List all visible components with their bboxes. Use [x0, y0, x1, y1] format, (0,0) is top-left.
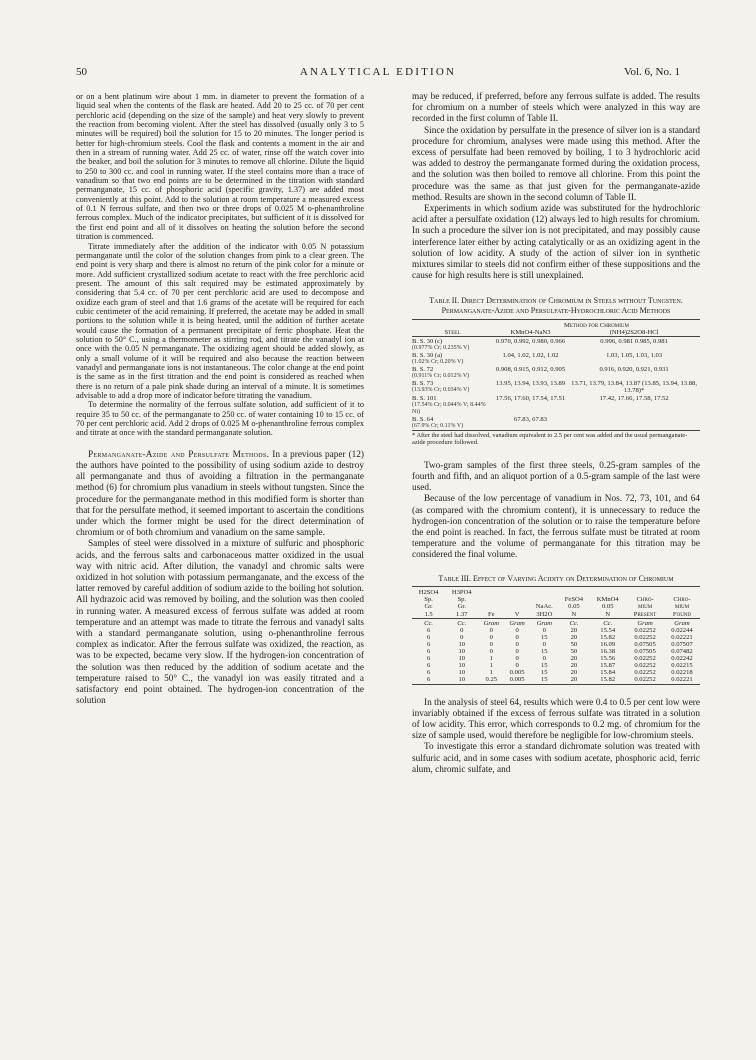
table-row: [412, 676, 700, 684]
table-header-cell: [530, 589, 559, 596]
table-header-cell: Found: [672, 610, 692, 618]
table-column-header: KMnO4-NaN3: [510, 328, 551, 336]
table-header-cell: Fe: [487, 610, 495, 618]
table-cell: 20: [570, 676, 578, 684]
body-text: [412, 92, 700, 282]
body-text: [76, 450, 364, 708]
table-header-cell: [559, 589, 590, 596]
paragraph: may be reduced, if preferred, before any ferrous sulfate is added. The results for chromium on a number of steels which were analyzed in this way are recorded in the first column of Table II.: [412, 92, 700, 125]
unit-cell: Gram: [674, 619, 690, 627]
table-cell: 0.005: [509, 669, 525, 677]
table-cell: 20: [570, 662, 578, 670]
paragraph: In the analysis of steel 64, results which were 0.4 to 0.5 per cent low were invariably obtained if the excess of ferrous sulfate was titrated in a solution of low acidity. This error, which corresponds to 0.2 mg. of chromium for the size of sample used, would therefore be negligible for low-chromium steels.: [412, 697, 700, 742]
page-header: [76, 66, 680, 82]
table-cell: 0.07507: [671, 640, 693, 648]
table-cell: 0: [489, 633, 493, 641]
table-cell: 0.25: [485, 676, 498, 684]
table-cell: 0.02252: [634, 669, 656, 677]
table-caption-text: Direct Determination of Chromium in Steels without Tungsten. Permanganate-Azide and Persulfate-Hydrochloric Acid Methods: [441, 296, 683, 316]
paragraph: Since the oxidation by persulfate in the presence of silver ion is a standard procedure for chromium, analyses were made using this method. After the excess of persulfate had been removed by boiling, 1 to 3 hydrochloric acid was added to destroy the permanganate formed during the oxidation process, and the solution was then boiled to remove all chlorine. From this point the procedure was the same as that just given for the permanganate-azide method. Results are shown in the second column of Table II.: [412, 125, 700, 203]
table-cell: 0.02215: [671, 662, 693, 670]
table-cell: 0: [515, 626, 519, 634]
table-row: B. S. 101 17.56, 17.60, 17.54, 17.51 17.42, 17.66, 17.58, 17.52: [412, 394, 669, 402]
table-header-cell: NaAc.: [535, 603, 553, 611]
page-number: 50: [76, 66, 87, 78]
table-cell: 0.02244: [671, 626, 693, 634]
table-cell: 0: [489, 648, 493, 656]
table-cell: 16.38: [600, 648, 616, 656]
unit-cell: Gram: [536, 619, 552, 627]
table-header-cell: 1.37: [456, 610, 468, 618]
table-header-cell: Sp.: [424, 596, 433, 604]
right-column: [412, 92, 700, 776]
table-cell: 20: [570, 655, 578, 663]
table-cell: 6: [426, 640, 431, 648]
table-header-cell: [504, 596, 530, 603]
table-3: [412, 574, 700, 686]
chromium-steels-table: Method for Chromium Steel KMnO4-NaN3 (NH4)2S2O8-HCl B. S. 30 (c) 0.970, 0.992, 0.980, 0.966 0.996, 0.981 0.985, 0.981 (0.977% Cr; 0.235% V) B. S. 30 (a) 1.04, 1.02, 1.02, 1.02 1.03, 1.05, 1.03, 1.03 (1.02% Cr; 0.20% V) B. S. 72 0.908, 0.915, 0.912, 0.905 0.916, 0.920, 0.921, 0.931 (0.911% Cr; 0.012% V) B. S. 73 13.95, 13.94, 13.93, 13.89 13.71, 13.79, 13.84, 13.87 (13.85, 13.94, 13.88, 13.78)* (13.93% Cr; 0.034% V) B. S. 101 17.56, 17.60, 17.54, 17.51 17.42, 17.66, 17.58, 17.52 (17.54% Cr; 0.044% V; 8.44% Ni) B. S. 64 67.83, 67.83 (67.9% Cr; 0.11% V) * After the steel had dissolved, vanadium equivalent to 2.5 per cent was added and the usual permanganate-azide procedure followed.: [412, 319, 700, 447]
table-header-cell: Sp.: [457, 596, 467, 604]
table-cell: 10: [458, 662, 466, 670]
table-cell: 15.84: [600, 669, 616, 677]
table-cell: 0.02252: [634, 676, 656, 684]
table-header-cell: mium: [637, 603, 653, 611]
unit-cell: Cc.: [424, 619, 434, 627]
table-cell: 6: [426, 655, 431, 663]
table-cell: 0.02252: [634, 633, 656, 641]
table-cell: 0: [460, 626, 464, 634]
table-header-cell: [478, 596, 504, 603]
table-cell: 10: [458, 676, 466, 684]
table-header-cell: V: [514, 610, 520, 618]
table-header-cell: Chro-: [636, 596, 654, 604]
paragraph: or on a bent platinum wire about 1 mm. in diameter to prevent the formation of a liquid seal when the contents of the flask are heated. Add 20 to 25 cc. of 70 per cent perchloric acid (depending on the size of the sample) and heat very slowly to prevent the reaction from becoming violent. After the steel has dissolved (usually only 3 to 5 minutes will be required) boil the solution for 15 to 20 minutes. The longer period is better for high-chromium steels. Cool the flask and contents a moment in the air and then in a stream of running water. Add 25 cc. of water, rinse off the watch cover into the beaker, and boil the solution for 3 minutes to remove all chlorine. Dilute the liquid to 250 to 300 cc. and cool in running water. If the steel contains more than a trace of vanadium so that two end points are to be determined in the titration with standard permanganate, 15 cc. of phosphoric acid (specific gravity, 1.37) are added most conveniently at this point. Add to the solution at room temperature a measured excess of 0.1 N ferrous sulfate, and then two or three drops of 0.025 M o-phenanthroline ferrous complex. Much of the indicator precipitates, but sufficient of it is dissolved for the first end point and all of it dissolves on heating the solution before the second titration is commenced.: [76, 92, 364, 242]
table-cell: 0: [515, 633, 519, 641]
table-header-cell: KMnO4: [596, 596, 619, 604]
table-row: B. S. 30 (a) 1.04, 1.02, 1.02, 1.02 1.03, 1.05, 1.03, 1.03: [412, 352, 663, 360]
table-cell: 0: [515, 648, 519, 656]
table-header-cell: [478, 589, 504, 596]
table-cell: 0: [489, 640, 493, 648]
table-header-cell: [626, 589, 664, 596]
table-2: [412, 296, 700, 446]
table-cell: 15.82: [600, 676, 616, 684]
table-footnote: * After the steel had dissolved, vanadium equivalent to 2.5 per cent was added and the usual permanganate-azide procedure followed.: [412, 432, 688, 447]
paragraph-text: In a previous paper (12) the authors have pointed to the possibility of using sodium azide to destroy all permanganate and thus of avoiding a filtration in the permanganate method (6) for chromium plus vanadium in steels without tungsten. Since the procedure for the permanganate method in this modified form is shorter than that for the persulfate method, it seemed important to ascertain the conditions under which the former might be used for the direct determination of chromium or of both chromium and vanadium on the same sample.: [76, 449, 365, 539]
table-header-cell: 1.5: [424, 610, 433, 618]
table-cell: 20: [570, 633, 578, 641]
table-cell: 0.02242: [671, 655, 693, 663]
table-header-cell: Chro-: [673, 596, 691, 604]
table-column-header: Steel: [444, 328, 461, 336]
table-row: B. S. 73 13.95, 13.94, 13.93, 13.89 13.71, 13.79, 13.84, 13.87 (13.85, 13.94, 13.88, 13.78)*: [412, 380, 697, 395]
table-cell: 15: [540, 633, 548, 641]
table-label: Table II.: [429, 296, 460, 306]
table-cell: 0.02218: [671, 669, 693, 677]
table-cell: 0: [460, 633, 464, 641]
acidity-table: [412, 586, 700, 685]
table-header-cell: 0.05: [601, 603, 614, 611]
table-cell: 6: [426, 633, 431, 641]
unit-cell: Cc.: [569, 619, 579, 627]
section-heading: Permanganate-Azide and Persulfate Methods.: [88, 449, 270, 460]
paragraph: Experiments in which sodium azide was substituted for the hydrochloric acid after a persulfate oxidation (12) always led to high results for chromium. In such a procedure the silver ion is not precipitated, and may possibly cause interference later either by acting catalytically or as an oxidizing agent in the solution of low acidity. A study of the action of silver ion in synthetic mixtures similar to steels did not confirm either of these suppositions and the cause for high results here is still unexplained.: [412, 204, 700, 282]
table-caption: [412, 296, 700, 315]
table-label: Table III.: [438, 573, 471, 583]
table-row: [412, 641, 700, 648]
table-cell: 15: [540, 648, 548, 656]
table-cell: 6: [426, 662, 431, 670]
table-cell: 0: [515, 640, 519, 648]
table-cell: 6: [426, 669, 431, 677]
table-cell: 6: [426, 648, 431, 656]
table-header-cell: [504, 603, 530, 610]
table-header-cell: H3PO4: [451, 589, 472, 597]
table-cell: 0.07482: [671, 648, 693, 656]
table-cell: 20: [570, 669, 578, 677]
table-cell: 15.56: [600, 655, 616, 663]
unit-cell: Gram: [637, 619, 653, 627]
table-cell: 0: [489, 626, 493, 634]
table-group-header: Method for Chromium: [563, 321, 629, 329]
body-text: [412, 461, 700, 562]
table-cell: 0: [515, 655, 519, 663]
table-row: [412, 662, 700, 669]
table-header-cell: [478, 603, 504, 610]
table-cell: 15.87: [600, 662, 616, 670]
table-row: [412, 655, 700, 662]
table-header-cell: Present: [633, 610, 657, 618]
table-cell: 0: [542, 640, 546, 648]
table-row: B. S. 64 67.83, 67.83: [412, 415, 548, 423]
table-cell: 15: [540, 662, 548, 670]
left-column: [76, 92, 364, 707]
table-cell: 0.005: [509, 676, 525, 684]
table-cell: 15: [540, 676, 548, 684]
table-row: [412, 627, 700, 634]
table-header-cell: [504, 589, 530, 596]
paragraph: Because of the low percentage of vanadium in Nos. 72, 73, 101, and 64 (as compared with the chromium content), it is unnecessary to reduce the hydrogen-ion concentration of the solution or to raise the temperature before the end point is reached. In fact, the ferrous sulfate must be titrated at room temperature and the volume of permanganate for this titration may be considered the final volume.: [412, 494, 700, 561]
table-cell: 1: [489, 662, 493, 670]
table-cell: 16.09: [600, 640, 616, 648]
paragraph: Samples of steel were dissolved in a mixture of sulfuric and phosphoric acids, and the ferrous salts and carbonaceous matter oxidized in the usual way with nitric acid. After dilution, the vanadyl and chromic salts were oxidized in hot solution with potassium permanganate, and the excess of the latter removed by careful addition of sodium azide to the boiling hot solution. All hydrazoic acid was removed by boiling, and the solution was then cooled in running water. A measured excess of ferrous sulfate was added at room temperature and an attempt was made to titrate the ferrous and vanadyl salts with a standard permanganate solution, using o-phenanthroline ferrous complex as indicator. After the ferrous sulfate was oxidized, the reaction, as was to be expected, became very slow. If the hydrogen-ion concentration of the solution was then reduced by the addition of sodium acetate and the temperature raised to 50° C., the vanadyl ion was easily titrated and a satisfactory end point obtained. The hydrogen-ion concentration of the solution: [76, 539, 364, 707]
table-header-cell: 0.05: [568, 603, 580, 611]
table-header-cell: N: [571, 610, 577, 618]
table-header-cell: [530, 596, 559, 603]
table-cell: 15: [540, 669, 548, 677]
table-header-cell: N: [605, 610, 611, 618]
unit-cell: Cc.: [603, 619, 613, 627]
volume-issue: Vol. 6, No. 1: [623, 66, 680, 78]
table-cell: 0: [542, 626, 546, 634]
unit-cell: Cc.: [457, 619, 467, 627]
table-cell: 50: [570, 640, 578, 648]
table-cell: 0.07505: [634, 648, 656, 656]
table-cell: 0.02221: [671, 633, 693, 641]
table-row: B. S. 30 (c) 0.970, 0.992, 0.980, 0.966 0.996, 0.981 0.985, 0.981: [412, 337, 668, 345]
unit-cell: Gram: [509, 619, 525, 627]
table-cell: 15.54: [600, 626, 616, 634]
table-header-cell: [589, 589, 626, 596]
unit-cell: Gram: [483, 619, 499, 627]
paragraph: Titrate immediately after the addition of the indicator with 0.05 N potassium permanganate until the color of the solution changes from pink to a clear green. The end point is very sharp and there is almost no return of the pink color for a minute or more. Add sufficient crystallized sodium acetate to react with the free perchloric acid present. The amount of this salt required may be estimated approximately by considering that 5.4 cc. of 70 per cent perchloric acid are used to decompose and oxidize each gram of steel and that 1.6 grams of the acetate will be required for each cubic centimeter of the acid remaining. If preferred, the acetate may be added in small portions to the solution while it is being heated, until the addition of further acetate would cause the formation of a permanent precipitate of ferric phosphate. Heat the solution to 50° C., using a thermometer as stirring rod, and titrate the vanadyl ion at once with the 0.05 N permanganate. The oxidizing agent should be added slowly, as only a small volume of it will be required and also because the reaction between vanadyl and permanganate ions is not instantaneous. The color change at the end point is the same as in the first titration and the end point is considered as reached when there is no return of a pale pink shade during an interval of a minute. It is sometimes advisable to add a drop more of indicator before titrating the vanadium.: [76, 241, 364, 400]
table-cell: 0: [542, 655, 546, 663]
table-caption-text: Effect of Varying Acidity on Determination of Chromium: [472, 573, 674, 583]
table-cell: 15.82: [600, 633, 616, 641]
table-cell: 1: [489, 669, 493, 677]
paragraph: [76, 450, 364, 540]
table-header-cell: Gr.: [457, 603, 466, 611]
table-header-cell: FeSO4: [564, 596, 584, 604]
table-caption: [412, 574, 700, 584]
table-cell: 0.02252: [634, 662, 656, 670]
table-cell: 10: [458, 640, 466, 648]
table-row: [412, 669, 700, 676]
table-cell: 10: [458, 655, 466, 663]
body-text: [412, 698, 700, 776]
table-row: [412, 648, 700, 655]
table-cell: 1: [489, 655, 493, 663]
table-cell: 6: [426, 676, 431, 684]
table-cell: 0: [515, 662, 519, 670]
journal-title: ANALYTICAL EDITION: [299, 66, 457, 78]
table-header-cell: H2SO4: [418, 589, 439, 597]
table-cell: 20: [570, 626, 578, 634]
procedure-small-print: [76, 92, 364, 438]
table-header-cell: mium: [674, 603, 690, 611]
table-header-cell: [664, 589, 700, 596]
table-row: B. S. 72 0.908, 0.915, 0.912, 0.905 0.916, 0.920, 0.921, 0.931: [412, 366, 669, 374]
table-cell: 10: [458, 669, 466, 677]
paragraph: To investigate this error a standard dichromate solution was treated with sulfuric acid, and in some cases with sodium acetate, phosphoric acid, ferric alum, chromic sulfate, and: [412, 742, 700, 775]
table-column-header: (NH4)2S2O8-HCl: [609, 328, 659, 336]
table-header-cell: 3H2O: [536, 610, 553, 618]
table-row: [412, 634, 700, 641]
table-cell: 0.02252: [634, 655, 656, 663]
table-cell: 50: [570, 648, 578, 656]
paragraph: To determine the normality of the ferrous sulfate solution, add sufficient of it to require 35 to 50 cc. of the permanganate to 250 cc. of water containing 10 to 15 cc. of 70 per cent perchloric acid. Add 2 drops of 0.025 M o-phenanthroline ferrous complex and titrate at once with the standard permanganate solution.: [76, 400, 364, 438]
table-cell: 0.02221: [671, 676, 693, 684]
paragraph: Two-gram samples of the first three steels, 0.25-gram samples of the fourth and fifth, and an aliquot portion of a 0.5-gram sample of the last were used.: [412, 460, 700, 494]
table-cell: 0.02252: [634, 626, 656, 634]
table-cell: 10: [458, 648, 466, 656]
table-header-cell: Gr.: [424, 603, 433, 611]
table-cell: 0.07505: [634, 640, 656, 648]
table-cell: 6: [426, 626, 431, 634]
